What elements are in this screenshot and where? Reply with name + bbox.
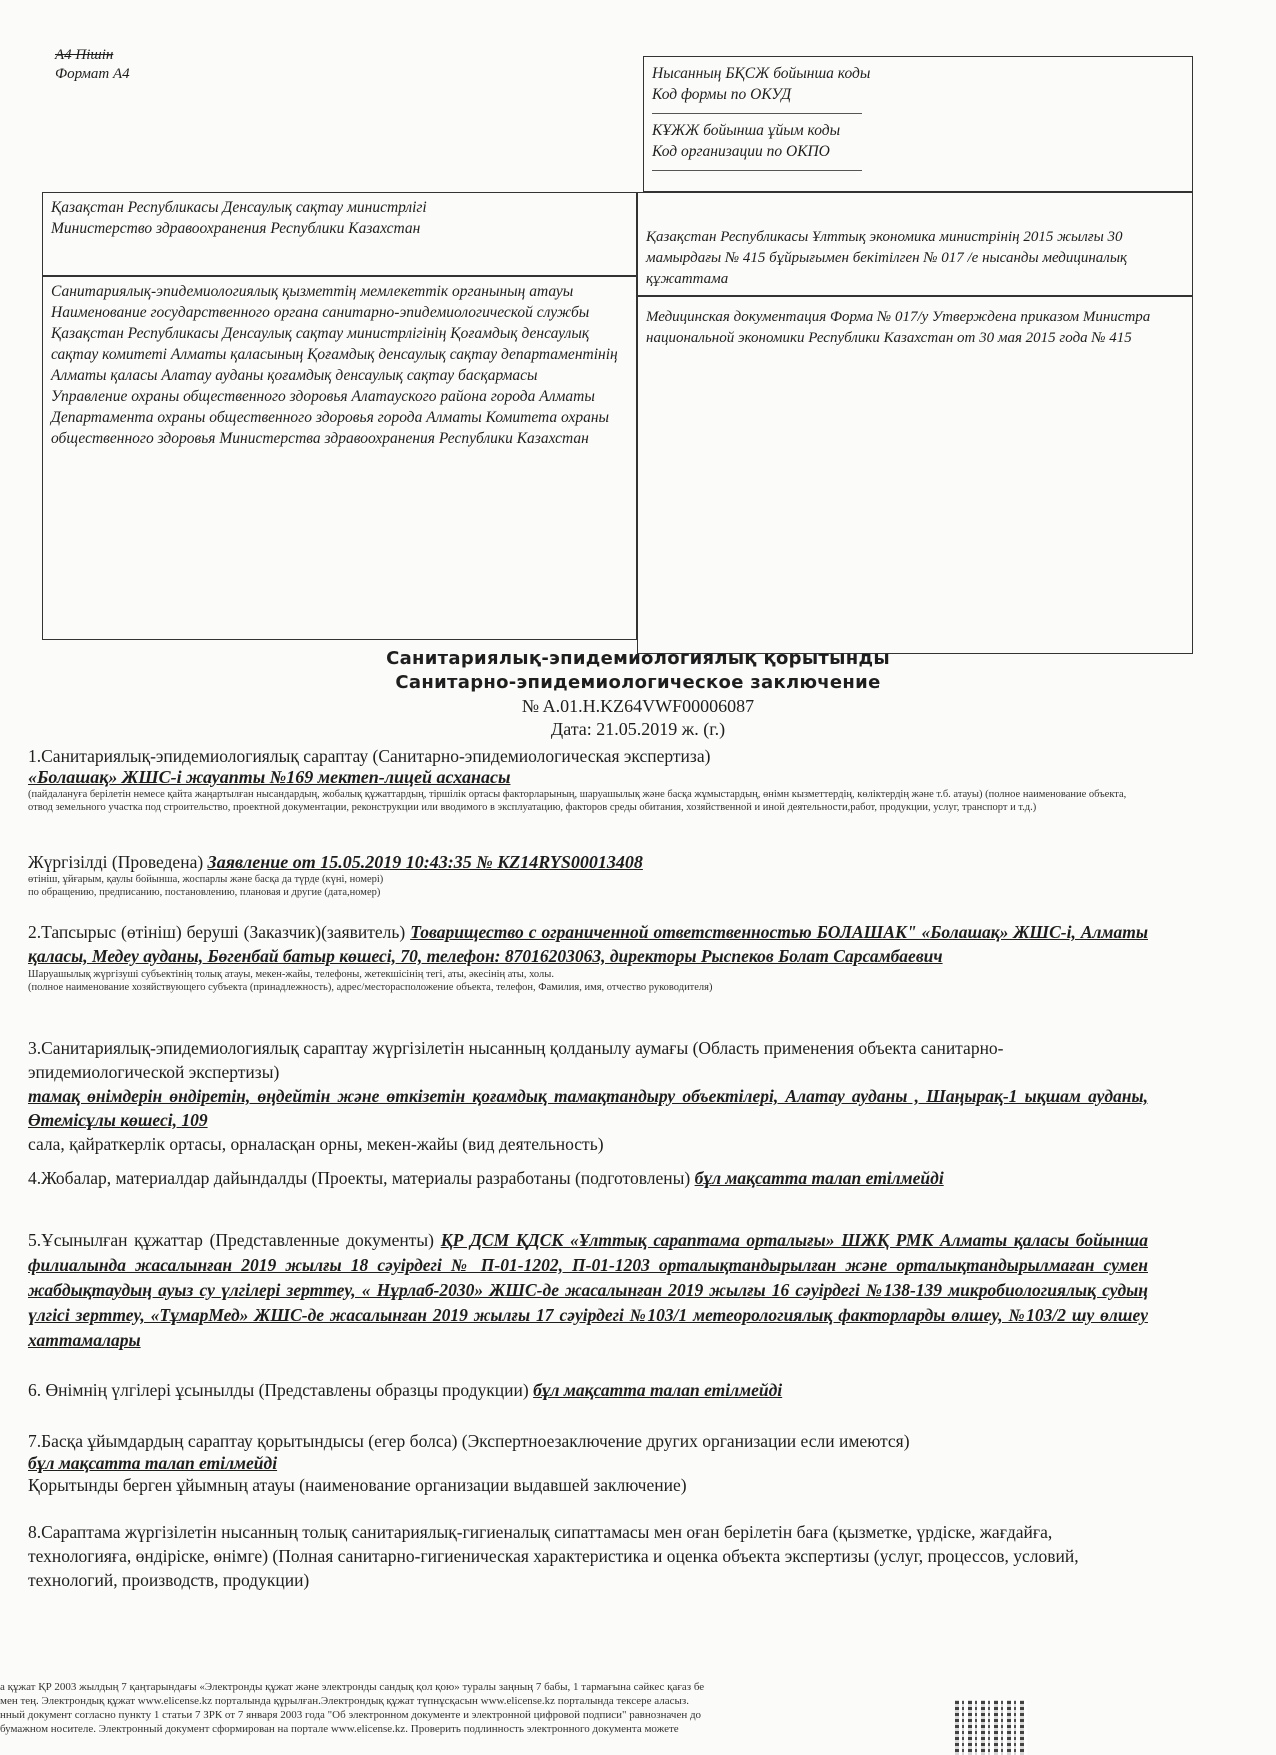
s8-label: 8.Сараптама жүргізілетін нысанның толық санитариялық-гигиеналық сипаттамасы мен оған берілетін баға (қызметке, үрдіске, жағдайға, технологияға, өндіріске, өнімге) (Полная санитарно-гигиеническая характеристика и оценка объекта экспертизы (услуг, процессов, условий, технологий, производств, продукции)	[28, 1522, 1079, 1590]
s5-value: ҚР ДСМ ҚДСК «Ұлттық сараптама орталығы» ШЖҚ РМК Алматы қаласы бойынша филиалында жасалынған 2019 жылғы 18 сәуірдегі № П-01-1202, П-01-1203 орталықтандырылған және орталықтандырылмаған сумен жабдықтаудың ауыз су үлгілері зерттеу, « Нұрлаб-2030» ЖШС-де жасалынған 2019 жылғы 16 сәуірдегі №138-139 микробиологиялық судың үлгісі зерттеу, «ТұмарМед» ЖШС-де жасалынған 2019 жылғы 17 сәуірдегі №103/1 метеорологиялық факторларды өлшеу, №103/2 шу өлшеу хаттамалары	[28, 1230, 1148, 1350]
footer-line-2: мен тең. Электрондық құжат www.elicense.kz порталында құрылған.Электрондық құжат түпнұсқасын www.elicense.kz порталында тексере аласыз.	[0, 1695, 689, 1707]
organ-label-kz: Санитариялық-эпидемиологиялық қызметтің мемлекеттік органының атауы	[51, 283, 574, 300]
form-format	[55, 46, 130, 84]
s2-label: 2.Тапсырыс (өтініш) беруші (Заказчик)(заявитель)	[28, 922, 406, 942]
okud-kz: Нысанның БҚСЖ бойынша коды	[652, 65, 871, 82]
organ-cell	[42, 276, 637, 640]
s2-value: Товарищество с ограниченной ответственностью БОЛАШАК" «Болашақ» ЖШС-і, Алматы қаласы, Медеу ауданы, Бөгенбай батыр көшесі, 70, телефон: 87016203063, директоры Рыспеков Болат Сарсамбаевич	[28, 922, 1148, 966]
footer-line-4: бумажном носителе. Электронный документ сформирован на портале www.elicense.kz. Проверить подлинность электронного документа можете	[0, 1723, 679, 1735]
section-6	[28, 1380, 1148, 1401]
carried-value: Заявление от 15.05.2019 10:43:35 № KZ14RYS00013408	[207, 852, 643, 872]
s4-value: бұл мақсатта талап етілмейді	[694, 1168, 944, 1188]
format-line-kz: А4 Пішін	[55, 47, 114, 63]
approval-ru-cell	[637, 296, 1193, 654]
carried-hint-ru: по обращению, предписанию, постановлению, плановая и другие (дата,номер)	[28, 887, 381, 898]
doc-date: Дата: 21.05.2019 ж. (г.)	[550, 719, 726, 739]
ministry-kz: Қазақстан Республикасы Денсаулық сақтау министрлігі	[51, 199, 427, 216]
organ-name-kz: Қазақстан Республикасы Денсаулық сақтау министрлігінің Қоғамдық денсаулық сақтау комитеті Алматы қаласының Қоғамдық денсаулық сақтау департаментінің Алматы қаласы Алатау ауданы қоғамдық денсаулық сақтау басқармасы	[51, 325, 618, 384]
doc-number: № A.01.H.KZ64VWF00006087	[521, 696, 755, 716]
s1-hint: (пайдалануға берілетін немесе қайта жаңартылған нысандардың, жобалық құжаттардың, тіршілік ортасы факторларының, шаруашылық және басқа жұмыстардың, өнімн кызметтердің, көліктердің және т.б. атауы) (полное наименование объекта, отвод земельного участка под строительство, проектной документации, реконструкции или вводимого в эксплуатацию, факторов среды обитания, хозяйственной и иной деятельности,работ, продукции, услуг, транспорт и т.д.)	[28, 789, 1127, 813]
footer-line-3: нный документ согласно пункту 1 статьи 7 ЗРК от 7 января 2003 года "Об электронном документе и электронной цифровой подписи" равнозначен до	[0, 1709, 702, 1721]
footer-notice	[0, 1680, 955, 1736]
okud-blank	[652, 107, 862, 114]
section-8	[28, 1520, 1148, 1592]
organ-name-ru: Управление охраны общественного здоровья Алатауского района города Алматы Департамента охраны общественного здоровья города Алматы Комитета охраны общественного здоровья Министерства здравоохранения Республики Казахстан	[51, 388, 610, 447]
doc-title-ru: Санитарно-эпидемиологическое заключение	[395, 672, 881, 693]
s6-label: 6. Өнімнің үлгілері ұсынылды (Представлены образцы продукции)	[28, 1380, 529, 1400]
section-2	[28, 920, 1148, 994]
section-7	[28, 1430, 1148, 1496]
okpo-blank	[652, 164, 862, 171]
ministry-ru: Министерство здравоохранения Республики Казахстан	[51, 220, 421, 237]
s5-label: 5.Ұсынылған құжаттар (Представленные документы)	[28, 1230, 434, 1250]
s2-hint-kz: Шаруашылық жүргізуші субъектінің толық атауы, мекен-жайы, телефоны, жетекшісінің тегі, аты, әкесінің аты, холы.	[28, 969, 554, 980]
section-3	[28, 1036, 1148, 1156]
s1-value: «Болашақ» ЖШС-і жауапты №169 мектеп-лицей асханасы	[28, 767, 511, 787]
organ-label-ru: Наименование государственного органа санитарно-эпидемиологической службы	[51, 304, 590, 321]
s7-label: 7.Басқа ұйымдардың сараптау қорытындысы (егер болса) (Экспертноезаключение других организации если имеются)	[28, 1431, 910, 1451]
s3-label: 3.Санитариялық-эпидемиологиялық сараптау жүргізілетін нысанның қолданылу аумағы (Область применения объекта санитарно-эпидемиологической экспертизы)	[28, 1038, 1004, 1082]
carried-label: Жүргізілді (Проведена)	[28, 852, 204, 872]
codes-box	[643, 56, 1193, 192]
okud-ru: Код формы по ОКУД	[652, 86, 792, 103]
s3-value: тамақ өнімдерін өндіретін, өңдейтін және өткізетін қоғамдық тамақтандыру объектілері, Алатау ауданы , Шаңырақ-1 ықшам ауданы, Өтемісұлы көшесі, 109	[28, 1086, 1148, 1130]
s1-label: 1.Санитариялық-эпидемиологиялық сараптау (Санитарно-эпидемиологическая экспертиза)	[28, 746, 711, 766]
s7-tail: Қорытынды берген ұйымның атауы (наименование организации выдавшей заключение)	[28, 1475, 687, 1495]
doc-title-kz: Санитариялық-эпидемиологиялық қорытынды	[386, 648, 890, 669]
carried-hint-kz: өтініш, ұйғарым, қаулы бойынша, жоспарлы және басқа да түрде (күні, номері)	[28, 874, 384, 885]
s6-value: бұл мақсатта талап етілмейді	[533, 1380, 783, 1400]
qr-code-icon	[955, 1700, 1027, 1755]
format-line-ru: Формат А4	[55, 66, 130, 82]
okpo-kz: КҰЖЖ бойынша ұйым коды	[652, 122, 841, 139]
section-1	[28, 746, 1148, 814]
approval-kz: Қазақстан Республикасы Ұлттық экономика министрінің 2015 жылғы 30 мамырдағы № 415 бұйрығымен бекітілген № 017 /е нысанды медициналық құжаттама	[646, 229, 1127, 287]
s7-value: бұл мақсатта талап етілмейді	[28, 1453, 278, 1473]
approval-ru: Медицинская документация Форма № 017/у Утверждена приказом Министра национальной экономики Республики Казахстан от 30 мая 2015 года № 415	[646, 309, 1151, 346]
s3-tail: сала, қайраткерлік ортасы, орналасқан орны, мекен-жайы (вид деятельность)	[28, 1134, 604, 1154]
section-5	[28, 1228, 1148, 1353]
s4-label: 4.Жобалар, материалдар дайындалды (Проекты, материалы разработаны (подготовлены)	[28, 1168, 691, 1188]
section-carried	[28, 852, 1148, 899]
footer-line-1: а құжат ҚР 2003 жылдың 7 қаңтарындағы «Электронды құжат және электронды сандық қол қою» туралы заңның 7 бабы, 1 тармағына сәйкес қағаз бе	[0, 1681, 705, 1693]
s2-hint-ru: (полное наименование хозяйствующего субъекта (принадлежность), адрес/месторасположение объекта, телефон, Фамилия, имя, отчество руководителя)	[28, 982, 713, 993]
approval-kz-cell	[637, 192, 1193, 296]
section-4	[28, 1166, 1148, 1190]
okpo-ru: Код организации по ОКПО	[652, 143, 830, 160]
ministry-cell	[42, 192, 637, 276]
